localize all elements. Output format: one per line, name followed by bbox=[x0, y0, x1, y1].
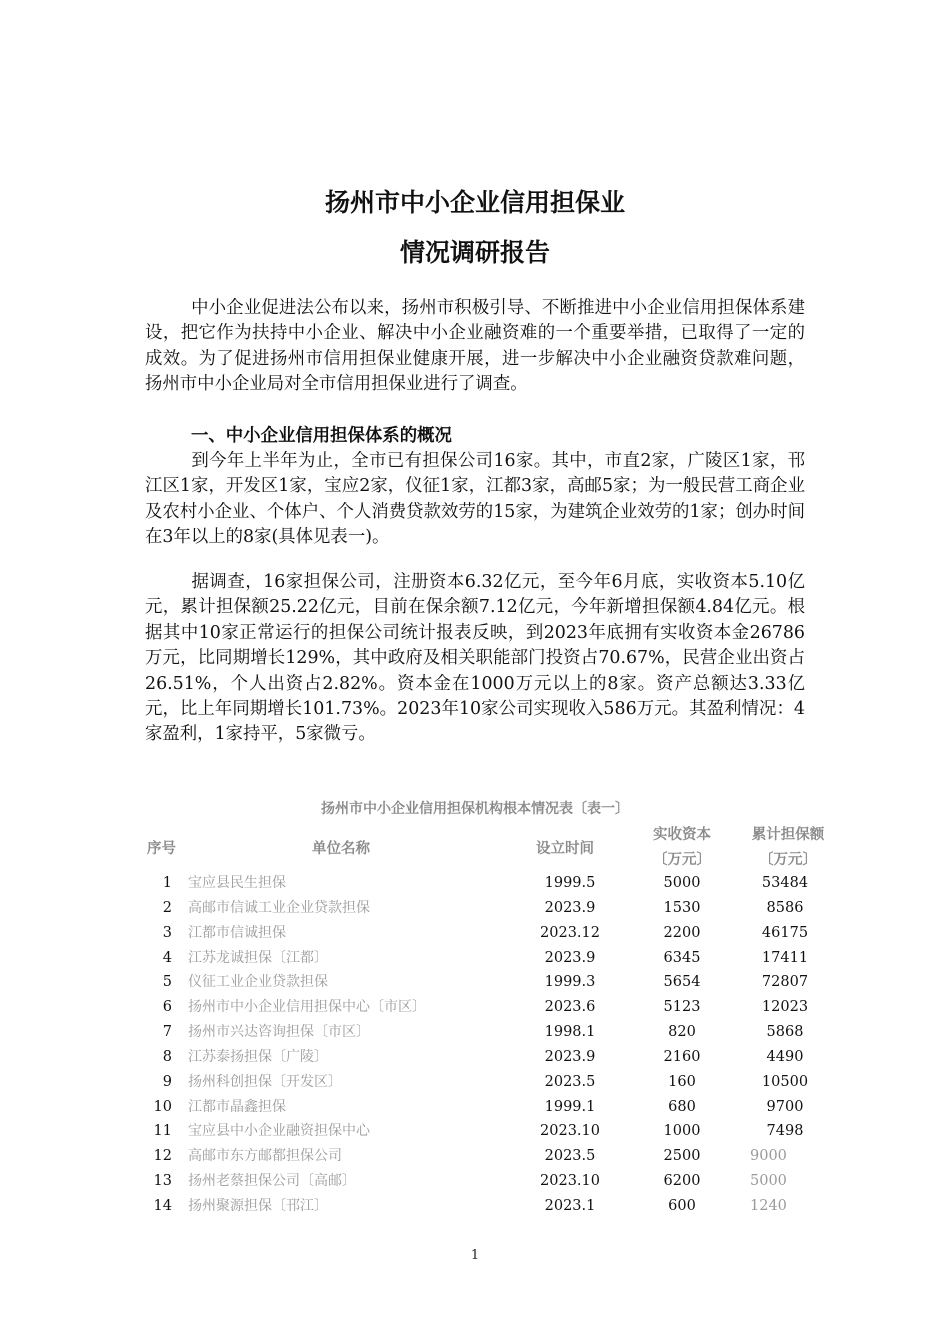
row-seq: 13 bbox=[153, 1173, 172, 1190]
row-guarantee: 7498 bbox=[766, 1123, 804, 1140]
row-capital: 5123 bbox=[663, 999, 701, 1016]
survey-paragraph bbox=[145, 570, 805, 748]
row-guarantee: 53484 bbox=[761, 875, 809, 891]
row-guarantee: 10500 bbox=[761, 1073, 809, 1090]
table-caption: 扬州市中小企业信用担保机构根本情况表〔表一〕 bbox=[321, 801, 629, 817]
row-date: 2023.10 bbox=[540, 1123, 600, 1140]
row-guarantee: 5868 bbox=[766, 1024, 804, 1041]
row-seq: 11 bbox=[153, 1123, 172, 1140]
row-seq: 2 bbox=[162, 899, 172, 916]
row-guarantee: 1240 bbox=[750, 1197, 787, 1214]
row-capital: 1000 bbox=[663, 1123, 701, 1140]
row-seq: 7 bbox=[162, 1024, 172, 1041]
row-guarantee: 72807 bbox=[761, 974, 809, 991]
row-guarantee: 5000 bbox=[750, 1173, 787, 1190]
header-capital-line2: 〔万元〕 bbox=[653, 852, 711, 868]
table-row bbox=[0, 1045, 950, 1070]
row-capital: 600 bbox=[668, 1197, 696, 1214]
row-seq: 9 bbox=[162, 1073, 172, 1090]
header-date: 设立时间 bbox=[536, 841, 594, 857]
header-name: 单位名称 bbox=[312, 841, 370, 857]
table-row bbox=[0, 896, 950, 921]
row-name: 江都市信诚担保 bbox=[188, 924, 286, 941]
row-seq: 6 bbox=[162, 999, 172, 1016]
table-row bbox=[0, 946, 950, 971]
row-guarantee: 8586 bbox=[766, 899, 804, 916]
header-guarantee-line1: 累计担保额 bbox=[751, 827, 825, 843]
row-date: 2023.6 bbox=[544, 999, 596, 1016]
header-capital bbox=[640, 823, 724, 873]
row-name: 宝应县民生担保 bbox=[188, 875, 286, 891]
row-capital: 2200 bbox=[663, 924, 701, 941]
row-date: 2023.9 bbox=[544, 899, 596, 916]
table-row bbox=[0, 1194, 950, 1219]
row-capital: 1530 bbox=[663, 899, 701, 916]
table-row bbox=[0, 871, 950, 896]
row-name: 扬州市兴达咨询担保〔市区〕 bbox=[188, 1024, 370, 1041]
row-name: 宝应县中小企业融资担保中心 bbox=[188, 1123, 370, 1140]
row-capital: 2500 bbox=[663, 1148, 701, 1165]
intro-paragraph bbox=[145, 296, 805, 398]
row-capital: 5000 bbox=[663, 875, 701, 891]
row-guarantee: 46175 bbox=[761, 924, 809, 941]
table-row bbox=[0, 1070, 950, 1095]
row-date: 2023.10 bbox=[540, 1173, 600, 1190]
row-seq: 10 bbox=[153, 1098, 172, 1115]
row-date: 1998.1 bbox=[544, 1024, 596, 1041]
header-seq: 序号 bbox=[147, 841, 176, 857]
header-guarantee bbox=[740, 823, 836, 873]
survey-paragraph-text: 据调查，16家担保公司，注册资本6.32亿元，至今年6月底，实收资本5.10亿元，累计担保额25.22亿元，目前在保余额7.12亿元，今年新增担保额4.84亿元。根据其中10家正常运行的担保公司统计报表反映，到2023年底拥有实收资本金26786万元，比同期增长129%，其中政府及相关职能部门投资占70.67%，民营企业出资占26.51%，个人出资占2.82%。资本金在1000万元以上的8家。资产总额达3.33亿元，比上年同期增长101.73%。2023年10家公司实现收入586万元。其盈利情况：4家盈利，1家持平，5家微亏。 bbox=[145, 572, 805, 745]
row-date: 2023.9 bbox=[544, 1048, 596, 1065]
row-name: 扬州市中小企业信用担保中心〔市区〕 bbox=[188, 999, 426, 1016]
row-seq: 3 bbox=[162, 924, 172, 941]
page-number: 1 bbox=[470, 1248, 480, 1263]
row-name: 扬州科创担保〔开发区〕 bbox=[188, 1073, 342, 1090]
row-date: 1999.3 bbox=[544, 974, 596, 991]
row-name: 江都市晶鑫担保 bbox=[188, 1098, 286, 1115]
row-guarantee: 4490 bbox=[766, 1048, 804, 1065]
header-capital-line1: 实收资本 bbox=[653, 827, 711, 843]
row-seq: 12 bbox=[153, 1148, 172, 1165]
row-seq: 8 bbox=[162, 1048, 172, 1065]
row-guarantee: 9700 bbox=[766, 1098, 804, 1115]
row-date: 1999.5 bbox=[544, 875, 596, 891]
table-row bbox=[0, 1119, 950, 1144]
report-title-line1: 扬州市中小企业信用担保业 bbox=[324, 188, 625, 217]
row-name: 江苏泰扬担保〔广陵〕 bbox=[188, 1048, 328, 1065]
row-name: 仪征工业企业贷款担保 bbox=[188, 974, 328, 991]
row-seq: 4 bbox=[162, 949, 172, 966]
table-body bbox=[0, 871, 950, 1219]
row-date: 2023.9 bbox=[544, 949, 596, 966]
table-row bbox=[0, 995, 950, 1020]
row-date: 2023.1 bbox=[544, 1197, 596, 1214]
table-row bbox=[0, 1169, 950, 1194]
row-date: 1999.1 bbox=[544, 1098, 596, 1115]
row-capital: 5654 bbox=[663, 974, 701, 991]
table-row bbox=[0, 970, 950, 995]
row-seq: 14 bbox=[153, 1197, 172, 1214]
row-capital: 680 bbox=[668, 1098, 696, 1115]
section-heading: 一、中小企业信用担保体系的概况 bbox=[191, 426, 452, 446]
row-guarantee: 12023 bbox=[761, 999, 809, 1016]
table-row bbox=[0, 1095, 950, 1120]
table-row bbox=[0, 921, 950, 946]
intro-paragraph-text: 中小企业促进法公布以来，扬州市积极引导、不断推进中小企业信用担保体系建设，把它作为扶持中小企业、解决中小企业融资难的一个重要举措，已取得了一定的成效。为了促进扬州市信用担保业健康开展，进一步解决中小企业融资贷款难问题，扬州市中小企业局对全市信用担保业进行了调查。 bbox=[145, 298, 805, 395]
table-row bbox=[0, 1020, 950, 1045]
row-name: 扬州老蔡担保公司〔高邮〕 bbox=[188, 1173, 356, 1190]
row-guarantee: 17411 bbox=[761, 949, 809, 966]
row-capital: 6345 bbox=[663, 949, 701, 966]
row-capital: 820 bbox=[668, 1024, 696, 1041]
row-capital: 2160 bbox=[663, 1048, 701, 1065]
table-row bbox=[0, 1144, 950, 1169]
row-capital: 6200 bbox=[663, 1173, 701, 1190]
overview-paragraph bbox=[145, 449, 805, 551]
row-seq: 1 bbox=[162, 875, 172, 891]
row-name: 江苏龙诚担保〔江都〕 bbox=[188, 949, 328, 966]
row-guarantee: 9000 bbox=[750, 1148, 787, 1165]
row-name: 高邮市东方邮都担保公司 bbox=[188, 1148, 342, 1165]
report-title-line2: 情况调研报告 bbox=[399, 238, 550, 267]
row-date: 2023.12 bbox=[540, 924, 600, 941]
row-capital: 160 bbox=[668, 1073, 696, 1090]
row-name: 扬州聚源担保〔邗江〕 bbox=[188, 1197, 328, 1214]
row-seq: 5 bbox=[162, 974, 172, 991]
row-date: 2023.5 bbox=[544, 1148, 596, 1165]
row-date: 2023.5 bbox=[544, 1073, 596, 1090]
row-name: 高邮市信诚工业企业贷款担保 bbox=[188, 899, 370, 916]
overview-paragraph-text: 到今年上半年为止，全市已有担保公司16家。其中，市直2家，广陵区1家，邗江区1家，开发区1家，宝应2家，仪征1家，江都3家，高邮5家；为一般民营工商企业及农村小企业、个体户、个人消费贷款效劳的15家，为建筑企业效劳的1家；创办时间在3年以上的8家(具体见表一)。 bbox=[145, 451, 805, 548]
header-guarantee-line2: 〔万元〕 bbox=[759, 852, 817, 868]
